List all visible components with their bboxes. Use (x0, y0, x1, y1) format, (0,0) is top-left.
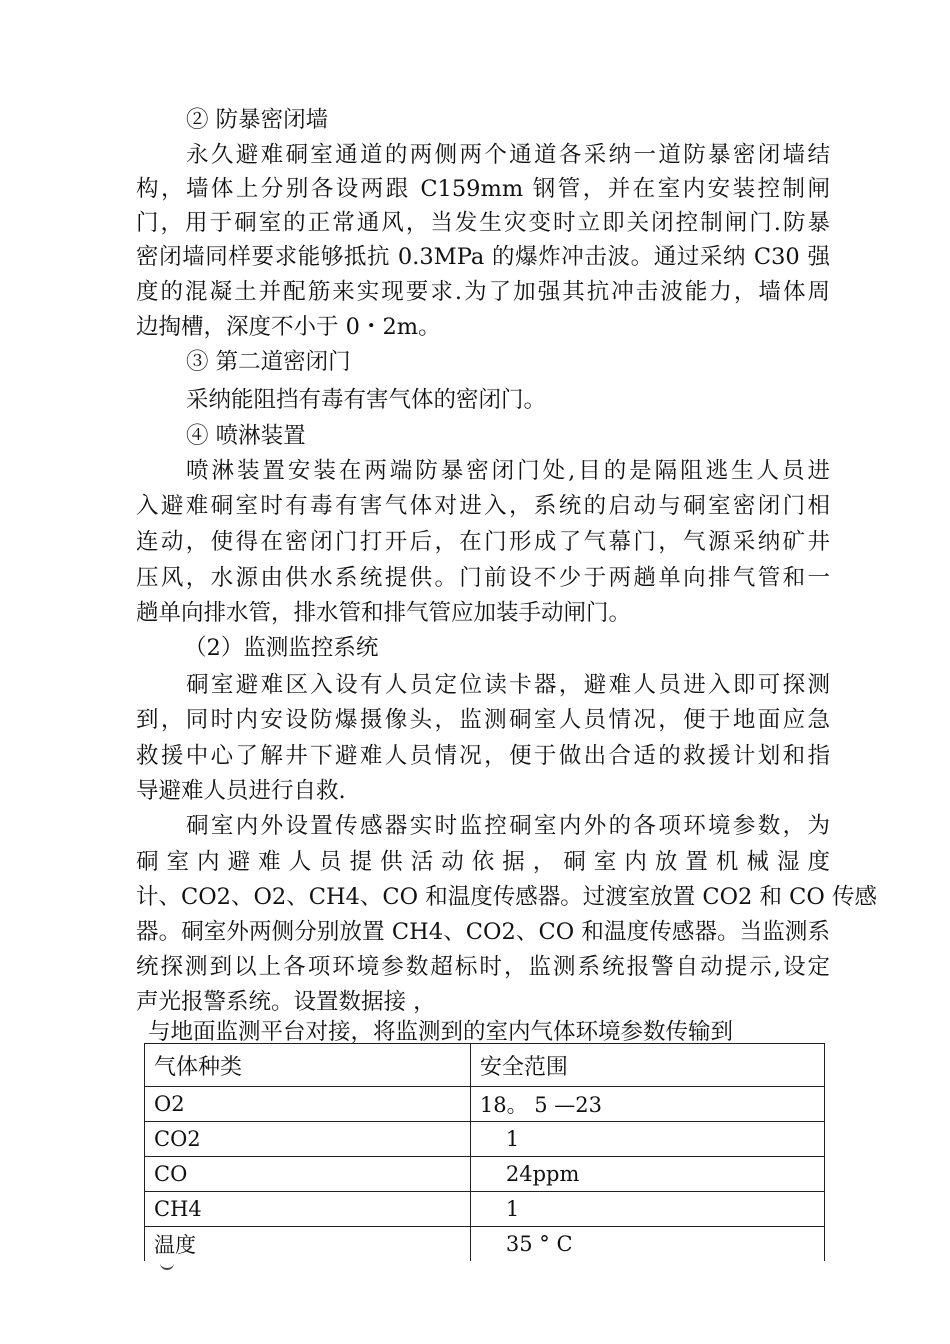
table-row (145, 1192, 825, 1227)
paragraph-line: 趟单向排水管，排水管和排气管应加装手动闸门。 (136, 600, 632, 626)
safe-range-cell: 18。 5 —23 (470, 1087, 824, 1122)
paragraph-line: 硐室避难区入设有人员定位读卡器，避难人员进入即可探测 (186, 672, 830, 698)
paragraph-line: 声光报警系统。设置数据接 ， (136, 989, 436, 1015)
paragraph-line: 计、CO2、O2、CH4、CO 和温度传感器。过渡室放置 CO2 和 CO 传感 (136, 884, 877, 910)
paragraph-line: 构，墙体上分别各设两跟 C159mm 钢管，并在室内安装控制闸 (136, 176, 830, 202)
gas-name-cell: CO (145, 1157, 471, 1192)
paragraph-line: 采纳能阻挡有毒有害气体的密闭门。 (186, 387, 547, 413)
paragraph-line: 硐室内避难人员提供活动依据，硐室内放置机械湿度 (136, 849, 830, 875)
paragraph-line: 导避难人员进行自救. (136, 778, 346, 804)
paragraph-line: 连动，使得在密闭门打开后，在门形成了气幕门，气源采纳矿井 (136, 529, 830, 555)
safe-range-cell: 35 ° C (470, 1227, 824, 1262)
heading-blast-wall: ② 防暴密闭墙 (186, 107, 329, 133)
heading-spray-device: ④ 喷淋装置 (186, 423, 306, 449)
paragraph-line: 喷淋装置安装在两端防暴密闭门处,目的是隔阻逃生人员进 (186, 458, 830, 484)
safe-range-cell: 24ppm (470, 1157, 824, 1192)
paragraph-line: 器。硐室外两侧分别放置 CH4、CO2、CO 和温度传感器。当监测系 (136, 919, 830, 945)
paragraph-line: 统探测到以上各项环境参数超标时，监测系统报警自动提示,设定 (136, 954, 830, 980)
safe-range-cell: 1 (470, 1192, 824, 1227)
gas-name-cell: CH4 (145, 1192, 471, 1227)
paragraph-line: 压风，水源由供水系统提供。门前设不少于两趟单向排气管和一 (136, 565, 830, 591)
gas-name-cell: O2 (145, 1087, 471, 1122)
heading-monitoring-system: （2）监测监控系统 (184, 635, 379, 661)
gas-name-cell: 温度 (145, 1227, 471, 1262)
paragraph-line: 度的混凝土并配筋来实现要求.为了加强其抗冲击波能力，墙体周 (136, 279, 830, 305)
column-header-safe-range: 安全范围 (470, 1044, 824, 1087)
paragraph-line: 门，用于硐室的正常通风，当发生灾变时立即关闭控制闸门.防暴 (136, 210, 830, 236)
table-header-row (145, 1044, 825, 1087)
paragraph-line: 到，同时内安设防爆摄像头，监测硐室人员情况，便于地面应急 (136, 707, 830, 733)
cut-off-glyph-mark (160, 1262, 174, 1270)
table-caption: 与地面监测平台对接，将监测到的室内气体环境参数传输到 (148, 1019, 734, 1045)
paragraph-line: 硐室内外设置传感器实时监控硐室内外的各项环境参数，为 (186, 813, 830, 839)
gas-name-cell: CO2 (145, 1122, 471, 1157)
heading-second-door: ③ 第二道密闭门 (186, 349, 351, 375)
gas-safety-table (144, 1043, 825, 1261)
paragraph-line: 入避难硐室时有毒有害气体对进入，系统的启动与硐室密闭门相 (136, 493, 830, 519)
paragraph-line: 救援中心了解井下避难人员情况，便于做出合适的救援计划和指 (136, 743, 830, 769)
paragraph-line: 永久避难硐室通道的两侧两个通道各采纳一道防暴密闭墙结 (186, 142, 830, 168)
paragraph-line: 边掏槽，深度不小于 0・2m。 (136, 314, 441, 340)
table-row (145, 1227, 825, 1262)
table-row (145, 1087, 825, 1122)
table-row (145, 1157, 825, 1192)
paragraph-line: 密闭墙同样要求能够抵抗 0.3MPa 的爆炸冲击波。通过采纳 C30 强 (136, 244, 830, 270)
table-row (145, 1122, 825, 1157)
safe-range-cell: 1 (470, 1122, 824, 1157)
column-header-gas-type: 气体种类 (145, 1044, 471, 1087)
